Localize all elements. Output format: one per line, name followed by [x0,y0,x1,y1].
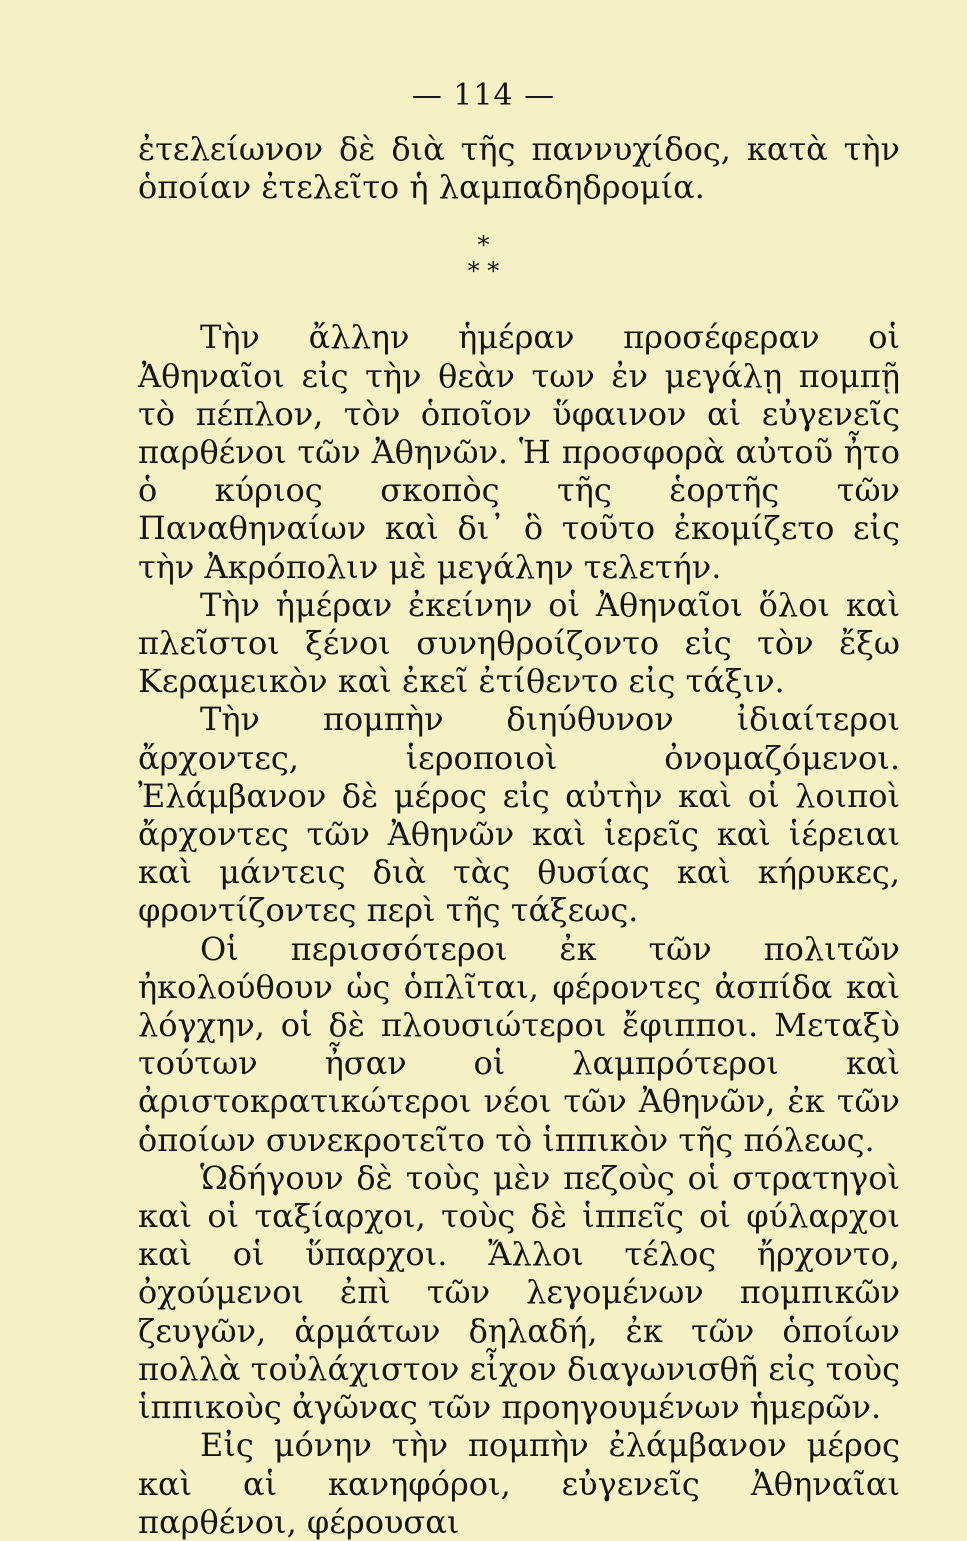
page-number: — 114 — [411,78,556,113]
section-gap [138,206,900,318]
body-text [138,130,900,1541]
paragraph-kanephoroi: Εἰς μόνην τὴν πομπὴν ἐλάμβανον μέρος καὶ αἱ κανηφόροι, εὐγενεῖς Ἀθηναῖαι παρθένοι, φέρουσαι [138,1426,900,1541]
paragraph-gathering: Τὴν ἡμέραν ἐκείνην οἱ Ἀθηναῖοι ὅλοι καὶ πλεῖστοι ξένοι συνηθροίζοντο εἰς τὸν ἔξω Κεραμεικὸν καὶ ἐκεῖ ἐτίθεντο εἰς τάξιν. [138,585,900,701]
paragraph-citizens: Οἱ περισσότεροι ἐκ τῶν πολιτῶν ἠκολούθουν ὡς ὁπλῖται, φέροντες ἀσπίδα καὶ λόγχην, οἱ δὲ πλουσιώτεροι ἔφιπποι. Μεταξὺ τούτων ἦσαν οἱ λαμπρότεροι καὶ ἀριστοκρατικώτεροι νέοι τῶν Ἀθηνῶν, ἐκ τῶν ὁποίων συνεκροτεῖτο τὸ ἱππικὸν τῆς πόλεως. [138,929,900,1159]
paragraph-peplos: Τὴν ἄλλην ἡμέραν προσέφεραν οἱ Ἀθηναῖοι εἰς τὴν θεὰν των ἐν μεγάλῃ πομπῇ τὸ πέπλον, τὸν ὁποῖον ὕφαινον αἱ εὐγενεῖς παρθένοι τῶν Ἀθηνῶν. Ἡ προσφορὰ αὐτοῦ ἦτο ὁ κύριος σκοπὸς τῆς ἑορτῆς τῶν Παναθηναίων καὶ δι᾽ ὃ τοῦτο ἐκομίζετο εἰς τὴν Ἀκρόπολιν μὲ μεγάλην τελετήν. [138,318,900,586]
paragraph-officials: Τὴν πομπὴν διηύθυνον ἰδιαίτεροι ἄρχοντες, ἱεροποιοὶ ὀνομαζόμενοι. Ἐλάμβανον δὲ μέρος εἰς αὐτὴν καὶ οἱ λοιποὶ ἄρχοντες τῶν Ἀθηνῶν καὶ ἱερεῖς καὶ ἱέρειαι καὶ μάντεις διὰ τὰς θυσίας καὶ κήρυκες, φροντίζοντες περὶ τῆς τάξεως. [138,700,900,930]
paragraph-continuation: ἐτελείωνον δὲ διὰ τῆς παννυχίδος, κατὰ τὴν ὁποίαν ἐτελεῖτο ἡ λαμπαδηδρομία. [138,130,900,207]
paragraph-leaders: Ὡδήγουν δὲ τοὺς μὲν πεζοὺς οἱ στρατηγοὶ καὶ οἱ ταξίαρχοι, τοὺς δὲ ἱππεῖς οἱ φύλαρχοι καὶ οἱ ὕπαρχοι. Ἄλλοι τέλος ἤρχοντο, ὀχούμενοι ἐπὶ τῶν λεγομένων πομπικῶν ζευγῶν, ἁρμάτων δηλαδή, ἐκ τῶν ὁποίων πολλὰ τοὐλάχιστον εἶχον διαγωνισθῆ εἰς τοὺς ἱππικοὺς ἀγῶνας τῶν προηγουμένων ἡμερῶν. [138,1158,900,1427]
section-break-star-pair: * * [467,257,500,285]
section-break-star-top: * [477,231,490,259]
